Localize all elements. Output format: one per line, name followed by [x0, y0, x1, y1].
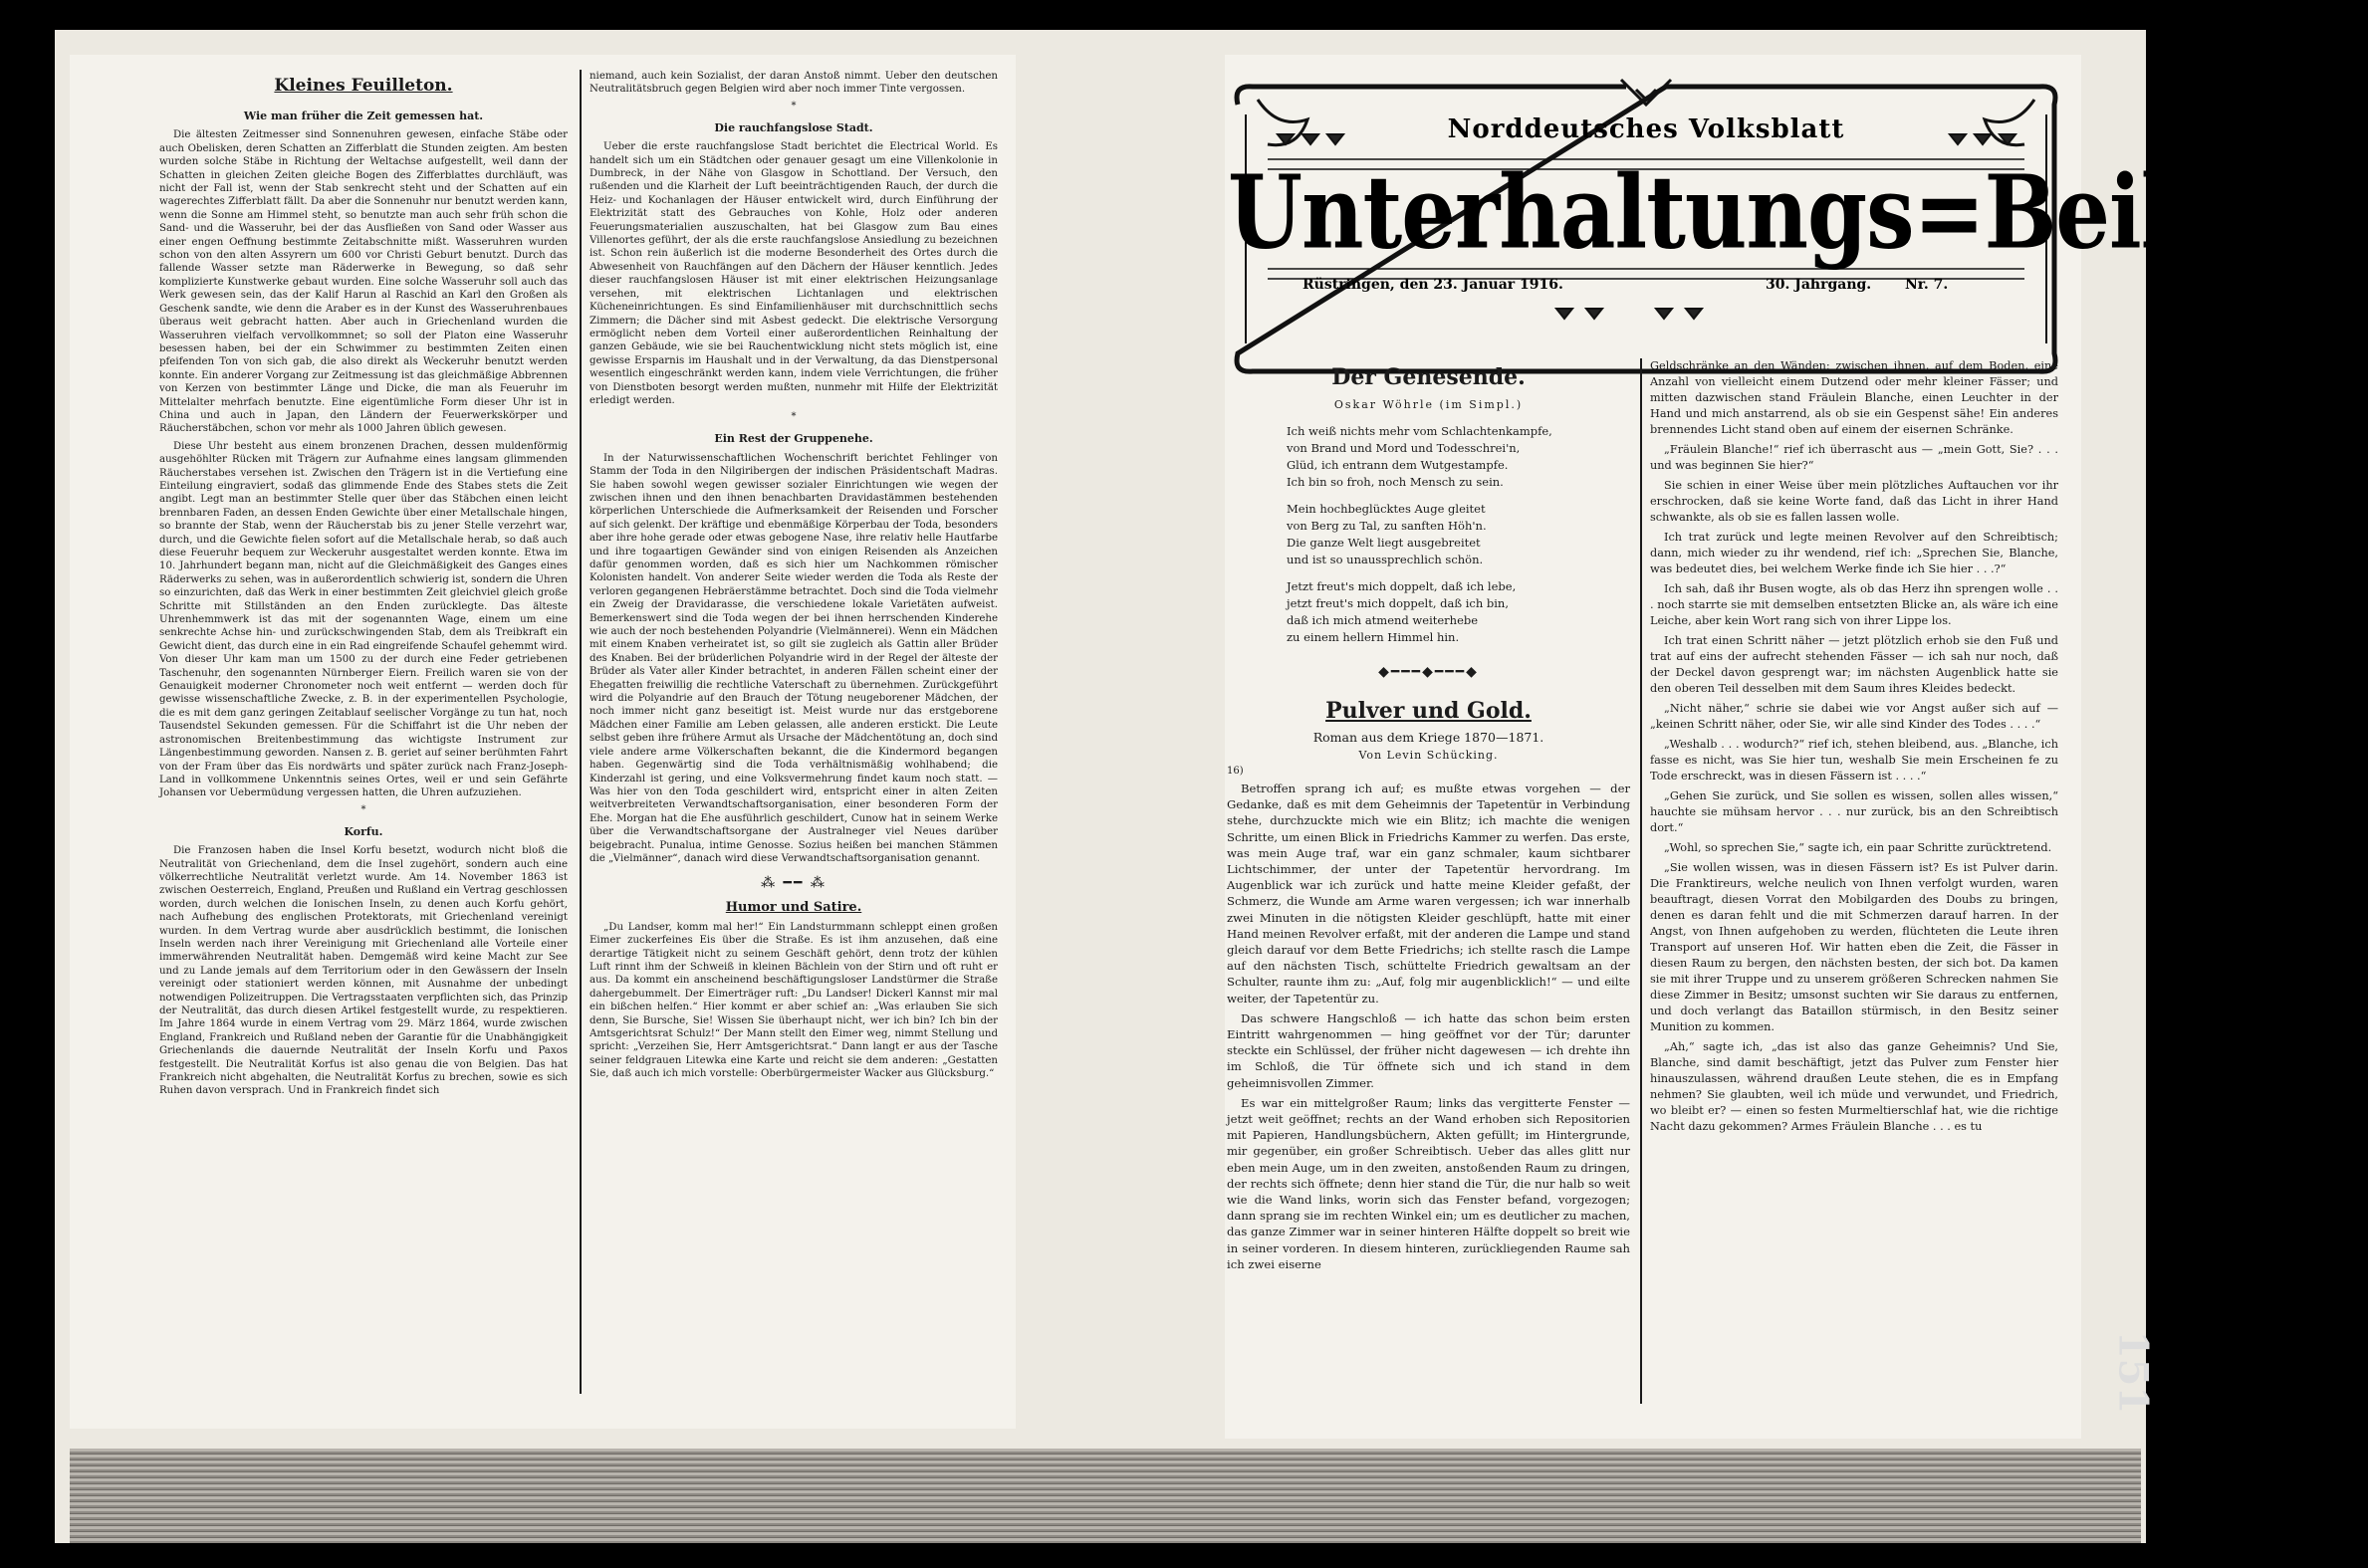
paragraph: Ueber die erste rauchfangslose Stadt berichtet die Electrical World. Es handelt sich um ein Städtchen oder genauer gesagt um eine Villenkolonie in Dumbreck, in der Nähe von Glasgow in Schottland. Der Versuch, den rußenden und die Klarheit der Luft beeinträchtigenden Rauch, der durch die Heiz- und Kochanlagen der Häuser entwickelt wird, durch Einführung der Elektrizität statt des Gebrauches von Kohle, Holz oder anderen Feuerungsmaterialien auszuschalten, hat bei Glasgow zum Bau eines Villenortes geführt, der als die erste rauchfangslose Ansiedlung zu bezeichnen ist. Schon rein äußerlich ist die moderne Besonderheit des Ortes durch die Abwesenheit von Rauchfängen auf den Dächern der Häuser kenntlich. Jedes dieser rauchfangslosen Häuser ist mit einer elektrischen Heizungsanlage versehen, mit elektrischen Lichtanlagen und elektrischen Kücheneinrichtungen. Es sind Einfamilienhäuser mit durchschnittlich sechs Zimmern; die Dächer sind mit Asbest gedeckt. Die elektrische Versorgung ermöglicht neben dem Vorteil einer außerordentlichen Reinhaltung der ganzen Gebäude, wie sie bei Rauchentwicklung nicht stets möglich ist, eine gewisse Ersparnis im Haushalt und in der Verwaltung, da das Dienstpersonal wesentlich eingeschränkt werden kann, indem viele Verrichtungen, die früher von Dienstboten besorgt werden mußten, nunmehr mit Hilfe der Elektrizität erledigt werden. — [590, 141, 998, 406]
section-heading: Humor und Satire. — [725, 900, 862, 916]
separator-star: * — [791, 411, 797, 423]
column-divider — [1640, 358, 1642, 1404]
paper-name: Norddeutsches Volksblatt — [1447, 114, 1845, 144]
supplement-title: Unterhaltungs=Beilage. — [1228, 152, 2368, 273]
paragraph: „Nicht näher,“ schrie sie dabei wie vor Angst außer sich auf — „keinen Schritt näher, oder Sie, wir alle sind Kinder des Todes . . . .“ — [1650, 702, 2058, 731]
paragraph: „Sie wollen wissen, was in diesen Fässern ist? Es ist Pulver darin. Die Franktireurs, welche neulich von Ihnen verfolgt wurden, waren beauftragt, diesen Vorrat den Mobilgarden des Doubs zu bringen, denen es daran fehlt und die mit Schmerzen darauf harren. In der Angst, von Ihnen aufgehoben zu werden, flüchteten die Leute ihren Transport auf unseren Hof. Wir hatten eben die Zeit, die Fässer in diesen Raum zu bergen, den nächsten besten, der sich bot. Da kamen sie mit ihrer Truppe und zu unserem größeren Schrecken nahmen Sie diese Zimmer in Besitz; umsonst suchten wir Sie daraus zu entfernen, und doch verlangt das Bataillon stürmisch, in den Besitz seiner Munition zu kommen. — [1650, 861, 2058, 1033]
book-edge — [70, 1449, 2141, 1543]
paragraph: Es war ein mittelgroßer Raum; links das vergitterte Fenster — jetzt weit geöffnet; rechts an der Wand erhoben sich Repositorien mit Papieren, Handlungsbüchern, Akten gefüllt; im Hintergrunde, mir gegenüber, ein großer Schreibtisch. Ueber das alles glitt nur eben mein Auge, um in den zweiten, anstoßenden Raum zu dringen, der rechts sich öffnete; denn hier stand die Tür, die nur halb so weit wie die Wand links, worin sich das Fenster befand, vorgezogen; dann sprang sie im rechten Winkel ein; um es deutlicher zu machen, das ganze Zimmer war in seiner hinteren Hälfte doppelt so breit wie in seiner vorderen. In diesem hinteren, zurückliegenden Raume sah ich zwei eiserne — [1227, 1095, 1630, 1271]
section-heading: Wie man früher die Zeit gemessen hat. — [243, 110, 484, 122]
novel-title: Pulver und Gold. — [1325, 698, 1532, 724]
ornament-divider: ◆━━━◆━━━◆ — [1378, 664, 1479, 680]
section-heading: Die rauchfangslose Stadt. — [714, 120, 873, 134]
paragraph: Diese Uhr besteht aus einem bronzenen Drachen, dessen muldenförmig ausgehöhlter Rücken mit Trägern zur Aufnahme eines langsam glimmenden Räucherstabes versehen ist. Zwischen den Trägern ist in die Vertiefung eine Einteilung eingraviert, sodaß das glimmende Ende des Stabes stets die Zeit angibt. Legt man an bestimmter Stelle quer über das Stäbchen einen leicht brennbaren Faden, an dessen Enden Gewichte über einer Metallschale hingen, so brannte der Stab, wenn der Räucherstab bis zu jener Stelle verzehrt war, durch, und die Gewichte fielen sofort auf die Metallschale herab, so daß auch diese Feueruhr bequem zur Weckeruhr ausgestaltet werden konnte. Etwa im 10. Jahrhundert begann man, nicht auf die Gleichmäßigkeit des Ganges eines Räderwerks zu sehen, was in außerordentlich schwierig ist, sondern die Uhren so einzurichten, daß das Werk in einer bestimmten Zeit gleichviel gleich große Schritte mit Stillständen an den Enden zurücklegte. Das älteste Uhrenhemmwerk ist das mit der sogenannten Wage, einem um eine senkrechte Achse hin- und zurückschwingenden Stab, dem als Treibkraft ein Gewicht dient, das durch eine in ein Rad eingreifende Schaufel gehemmt wird. Von dieser Uhr kam man um 1500 zu der durch eine Feder getriebenen Taschenuhr, den sogenannten Nürnberger Eiern. Freilich waren sie von der Genauigkeit moderner Chronometer noch weit entfernt — werden doch für gewisse wissenschaftliche Zwecke, z. B. in der experimentellen Psychologie, die es mit dem ganz geringen Zeitablauf seelischer Vorgänge zu tun hat, noch Tausendstel Sekunden gemessen. Für die Schiffahrt ist die Uhr neben der astronomischen Breitenbestimmung das wichtigste Instrument zur Längenbestimmung geworden. Nansen z. B. geriet auf seiner berühmten Fahrt von der Fram über das Eis nordwärts und später zurück nach Franz-Joseph-Land in vollkommene Unkenntnis seines Ortes, weil er und sein Gefährte Johansen vor Uebermüdung vergessen hatten, die Uhren aufzuziehen. — [159, 440, 568, 799]
volume: 30. Jahrgang. — [1766, 277, 1872, 293]
right-column-1 — [1227, 358, 1630, 1276]
section-heading: Ein Rest der Gruppenehe. — [714, 432, 873, 446]
novel-author: Von Levin Schücking. — [1358, 749, 1499, 762]
paragraph: Ich trat einen Schritt näher — jetzt plötzlich erhob sie den Fuß und trat auf eins der aufrecht stehenden Fässer — ich sah nur noch, daß der Deckel davon gesprengt war; im nächsten Augenblick hatte sie den oberen Teil desselben mit dem Saum ihres Kleides bedeckt. — [1650, 634, 2058, 695]
paragraph: „Weshalb . . . wodurch?“ rief ich, stehen bleibend, aus. „Blanche, ich fasse es nicht, was Sie hier tun, weshalb Sie mein Erscheinen fe zu Tode erschreckt, was in diesen Fässern ist . . . .“ — [1650, 738, 2058, 783]
poem-title: Der Genesende. — [1331, 364, 1526, 390]
novel-subtitle: Roman aus dem Kriege 1870—1871. — [1312, 730, 1544, 745]
poem-stanza: Mein hochbeglücktes Auge gleitet von Berg zu Tal, zu sanften Höh'n. Die ganze Welt liegt ausgebreitet und ist so unaussprechlich schön. — [1287, 502, 1487, 566]
paragraph: Das schwere Hangschloß — ich hatte das schon beim ersten Eintritt wahrgenommen — hing geöffnet vor der Tür; darunter steckte ein Schlüssel, der früher nicht dagewesen — ich drehte ihn im Schloß, die Tür öffnete sich und ich stand in dem geheimnisvollen Zimmer. — [1227, 1010, 1630, 1090]
feuilleton-title: Kleines Feuilleton. — [274, 76, 453, 96]
chapter-number: 16) — [1227, 766, 1244, 777]
paragraph: „Fräulein Blanche!“ rief ich überrascht aus — „mein Gott, Sie? . . . und was beginnen Sie hier?“ — [1650, 443, 2058, 472]
paragraph: „Ah,“ sagte ich, „das ist also das ganze Geheimnis? Und Sie, Blanche, sind damit beschäftigt, jetzt das Pulver zum Fenster hier hinauszulassen, während draußen Leute stehen, die es in Empfang nehmen? Sie glaubten, weil ich müde und verwundet, und Friedrich, wo bleibt er? — einen so festen Murmeltierschlaf hat, wie die richtige Nacht dazu gekommen? Armes Fräulein Blanche . . . es tu — [1650, 1040, 2058, 1133]
masthead — [1228, 75, 2368, 383]
paragraph: Betroffen sprang ich auf; es mußte etwas vorgehen — der Gedanke, daß es mit dem Geheimnis der Tapetentür in Verbindung stehe, durchzuckte mich wie ein Blitz; ich machte die wenigen Schritte, um einen Blick in Friedrichs Kammer zu werfen. Das erste, was mein Auge traf, war ein ganz schmaler, kaum sichtbarer Lichtschimmer, der unter der Tapetentür hervordrang. Im Augenblick war ich zurück und hatte meine Kleider gefaßt, der Schmerz, die Wunde am Arme waren vergessen; ich war innerhalb zwei Minuten in die nötigsten Kleider geschlüpft, hatte mit einer Hand meinen Revolver erfaßt, mit der anderen die Lampe und stand gleich darauf vor dem Bette Friedrichs; ich stellte rasch die Lampe auf den nächsten Tisch, schüttelte Friedrich gewaltsam an der Schulter, raunte ihm zu: „Auf, folg mir augenblicklich!“ — und eilte weiter, der Tapetentür zu. — [1227, 782, 1630, 1006]
paragraph: „Wohl, so sprechen Sie,“ sagte ich, ein paar Schritte zurücktretend. — [1664, 841, 2052, 854]
paragraph: Geldschränke an den Wänden; zwischen ihnen, auf dem Boden, eine Anzahl von vielleicht einem Dutzend oder mehr kleiner Fässer; und mitten dazwischen stand Fräulein Blanche, einen Leuchter in der Hand und mich anstarrend, als ob sie ein Gespenst sähe! Ein anderes brennendes Licht stand oben auf einem der eisernen Schränke. — [1650, 359, 2058, 436]
paragraph: Ich trat zurück und legte meinen Revolver auf den Schreibtisch; dann, mich wieder zu ihr wendend, rief ich: „Sprechen Sie, Blanche, was bedeutet dies, bei welchem Werke finde ich Sie hier . . .?“ — [1650, 531, 2058, 575]
paragraph: niemand, auch kein Sozialist, der daran Anstoß nimmt. Ueber den deutschen Neutralitätsbruch gegen Belgien wird aber noch immer Tinte vergossen. — [590, 71, 998, 96]
section-heading: Korfu. — [344, 824, 383, 838]
column-divider — [580, 70, 582, 1394]
poem-stanza: Ich weiß nichts mehr vom Schlachtenkampfe, von Brand und Mord und Todesschrei'n, Glüd, ich entrann dem Wutgestampfe. Ich bin so froh, noch Mensch zu sein. — [1287, 424, 1552, 489]
page-number: 151 — [2109, 1330, 2157, 1415]
left-column-1 — [159, 70, 568, 1102]
right-column-2 — [1650, 358, 2058, 1139]
poem-stanza: Jetzt freut's mich doppelt, daß ich lebe, jetzt freut's mich doppelt, daß ich bin, daß ich mich atmend weiterhebe zu einem hellern Himmel hin. — [1287, 579, 1517, 644]
poem-author: Oskar Wöhrle (im Simpl.) — [1333, 398, 1524, 411]
ornament-divider: ⁂ ━━ ⁂ — [761, 875, 827, 892]
place-date: Rüstringen, den 23. Januar 1916. — [1302, 277, 1563, 293]
paragraph: Sie schien in einer Weise über mein plötzliches Auftauchen vor ihr erschrocken, daß sie keine Worte fand, daß das Licht in ihrer Hand schwankte, als ob sie es fallen lassen wolle. — [1650, 479, 2058, 524]
separator-star: * — [360, 803, 366, 815]
paragraph: Die ältesten Zeitmesser sind Sonnenuhren gewesen, einfache Stäbe oder auch Obelisken, deren Schatten an Zifferblatt die Stunden zeigten. Am besten wurden solche Stäbe in Richtung der Weltachse aufgestellt, weil dann der Schatten in gleichen Zeiten gleiche Bogen des Zifferblattes durchläuft, was nicht der Fall ist, wenn der Stab senkrecht steht und der Schatten auf ein wagerechtes Zifferblatt fällt. Da aber die Sonnenuhr nur benutzt werden kann, wenn die Sonne am Himmel steht, so benutzte man auch sehr früh schon die Sand- und die Wasseruhr, bei der das Ausfließen von Sand oder Wasser aus einer engen Oeffnung bestimmte Zeitabschnitte mißt. Wasseruhren wurden schon von den alten Assyrern um 600 vor Christi Geburt benutzt. Durch das fallende Wasser setzte man Räderwerke in Bewegung, so daß sehr komplizierte Kunstwerke gebaut wurden. Eine solche Wasseruhr soll auch das Werk gewesen sein, das der Kalif Harun al Raschid an Karl den Großen als Geschenk sandte, wie denn die Araber es in der Kunst des Wasseruhrenbaues überaus weit gebracht hatten. Aber auch in Griechenland wurden die Wasseruhren vielfach vervollkommnet; so soll der Platon eine Wasseruhr besessen haben, bei der ein Schwimmer zu bestimmten Zeiten einen pfeifenden Ton von sich gab, die also direkt als Weckeruhr benutzt werden konnte. Ein anderer Vorgang zur Zeitmessung ist das gleichmäßige Abbrennen von Kerzen von bestimmter Länge und Dicke, die man als Feueruhr im Mittelalter mehrfach benutzte. Eine eigentümliche Form dieser Uhr ist in China und auch in Japan, den Ländern der Feuerwerkskörper und Räucherstäbchen, schon vor mehr als 1000 Jahren üblich gewesen. — [159, 129, 568, 435]
left-column-2 — [590, 70, 998, 1085]
paragraph: „Du Landser, komm mal her!“ Ein Landsturmmann schleppt einen großen Eimer zuckerfeines Eis über die Straße. Es ist ihm anzusehen, daß eine derartige Tätigkeit nicht zu seinem Geschäft gehört, denn trotz der kühlen Luft rinnt ihm der Schweiß in kleinen Bächlein von der Stirn und oft ruht er aus. Da kommt ein anscheinend beschäftigungsloser Landstürmer die Straße dahergebummelt. Der Eimerträger ruft: „Du Landser! Dickerl Kannst mir mal ein bißchen helfen.“ Hier kommt er aber schief an: „Was erlauben Sie sich denn, Sie Bursche, Sie! Wissen Sie überhaupt nicht, wer ich bin? Ich bin der Amtsgerichtsrat Schulz!“ Der Mann stellt den Eimer weg, nimmt Stellung und spricht: „Verzeihen Sie, Herr Amtsgerichtsrat.“ Dann langt er aus der Tasche seiner feldgrauen Litewka eine Karte und reicht sie dem anderen: „Gestatten Sie, daß auch ich mich vorstelle: Oberbürgermeister Wacker aus Glücksburg.“ — [590, 921, 998, 1080]
separator-star: * — [791, 100, 797, 112]
paragraph: Die Franzosen haben die Insel Korfu besetzt, wodurch nicht bloß die Neutralität von Griechenland, dem die Insel zugehört, sondern auch eine völkerrechtliche Neutralität verletzt wurde. Am 14. November 1863 ist zwischen Oesterreich, England, Preußen und Rußland ein Vertrag geschlossen worden, durch welchen die Ionischen Inseln, zu denen auch Korfu gehört, nach Aufhebung des englischen Protektorats, mit Griechenland vereinigt wurden. In dem Vertrag wurde aber ausdrücklich bestimmt, die Ionischen Inseln werden nach ihrer Vereinigung mit Griechenland alle Vorteile einer immerwährenden Neutralität haben. Demgemäß wird keine Macht zur See und zu Lande jemals auf dem Territorium oder in den Gewässern der Inseln vereinigt oder stationiert werden können, mit Ausnahme der unbedingt notwendigen Polizeitruppen. Die Vertragsstaaten verpflichten sich, das Prinzip der Neutralität, das durch diesen Artikel festgestellt wurde, zu respektieren. Im Jahre 1864 wurde in einem Vertrag vom 29. März 1864, wurde zwischen England, Frankreich und Rußland neben der Garantie für die Unabhängigkeit Griechenlands die dauernde Neutralität der Inseln Korfu und Paxos festgestellt. Die Neutralität Korfus ist also genau die von Belgien. Das hat Frankreich nicht abgehalten, die Neutralität Korfus zu brechen, sowie es sich Ruhen davon versprach. Und in Frankreich findet sich — [159, 845, 568, 1097]
paragraph: „Gehen Sie zurück, und Sie sollen es wissen, sollen alles wissen,“ hauchte sie mühsam hervor . . . nur zurück, bis an den Schreibtisch dort.“ — [1650, 789, 2058, 834]
issue-number: Nr. 7. — [1905, 277, 1949, 293]
paragraph: Ich sah, daß ihr Busen wogte, als ob das Herz ihn sprengen wolle . . . noch starrte sie mit demselben entsetzten Blicke an, als wäre ich eine Leiche, aber kein Wort rang sich von ihrer Lippe los. — [1650, 582, 2058, 627]
paragraph: In der Naturwissenschaftlichen Wochenschrift berichtet Fehlinger von Stamm der Toda in den Nilgiribergen der indischen Präsidentschaft Madras. Sie haben sowohl wegen gewisser sozialer Einrichtungen wie wegen der zwischen ihnen und den ihnen benachbarten Dravidastämmen bestehenden körperlichen Unterschiede die Aufmerksamkeit der Reisenden und Forscher auf sich gelenkt. Der kräftige und ebenmäßige Körperbau der Toda, besonders aber ihre hohe gerade oder etwas gebogene Nase, ihre relativ helle Hautfarbe und ihre togaartigen Gewänder sind von einigen Reisenden als Anzeichen dafür genommen worden, daß es sich hier um Nachkommen römischer Kolonisten handelt. Von anderer Seite wieder werden die Toda als Reste der verloren gegangenen Hebräerstämme betrachtet. Doch sind die Toda vielmehr ein Zweig der Dravidarasse, die verschiedene lokale Varietäten aufweist. Bemerkenswert sind die Toda wegen der bei ihnen herrschenden Kinderehe wie auch der noch bestehenden Polyandrie (Vielmännerei). Wenn ein Mädchen mit einem Knaben verheiratet ist, so gilt sie zugleich als Gattin aller Brüder des Knaben. Bei der brüderlichen Polyandrie wird in der Regel der älteste der Brüder als Vater aller Kinder betrachtet, in anderen Fällen scheint einer der Ehegatten freiwillig die rechtliche Vaterschaft zu übernehmen. Zurückgeführt wird die Polyandrie auf den Brauch der Tötung neugeborener Mädchen, der noch immer nicht ganz beseitigt ist. Meist wurde nur das erstgeborene Mädchen einer Familie am Leben gelassen, alle anderen erstickt. Die Leute selbst geben ihre frühere Armut als Ursache der Mädchentötung an, doch sind viele andere arme Völkerschaften bekannt, die die Kindermord begangen haben. Gegenwärtig sind die Toda verhältnismäßig wohlhabend; die Kinderzahl ist gering, und eine Volksvermehrung findet kaum noch statt. — Was hier von den Toda geschildert wird, entspricht einer in alten Zeiten weitverbreiteten Verwandtschaftsorganisation, einer besonderen Form der Ehe. Morgan hat die Ehe ausführlich geschildert, Cunow hat in seinem Werke über die Verwandtschaftsorgane der Australneger viel Neues darüber beigebracht. Punalua, intime Genosse. Sozius heißen bei manchen Stämmen die „Vielmänner“, danach wird diese Verwandtschaftsorganisation genannt. — [590, 452, 998, 864]
